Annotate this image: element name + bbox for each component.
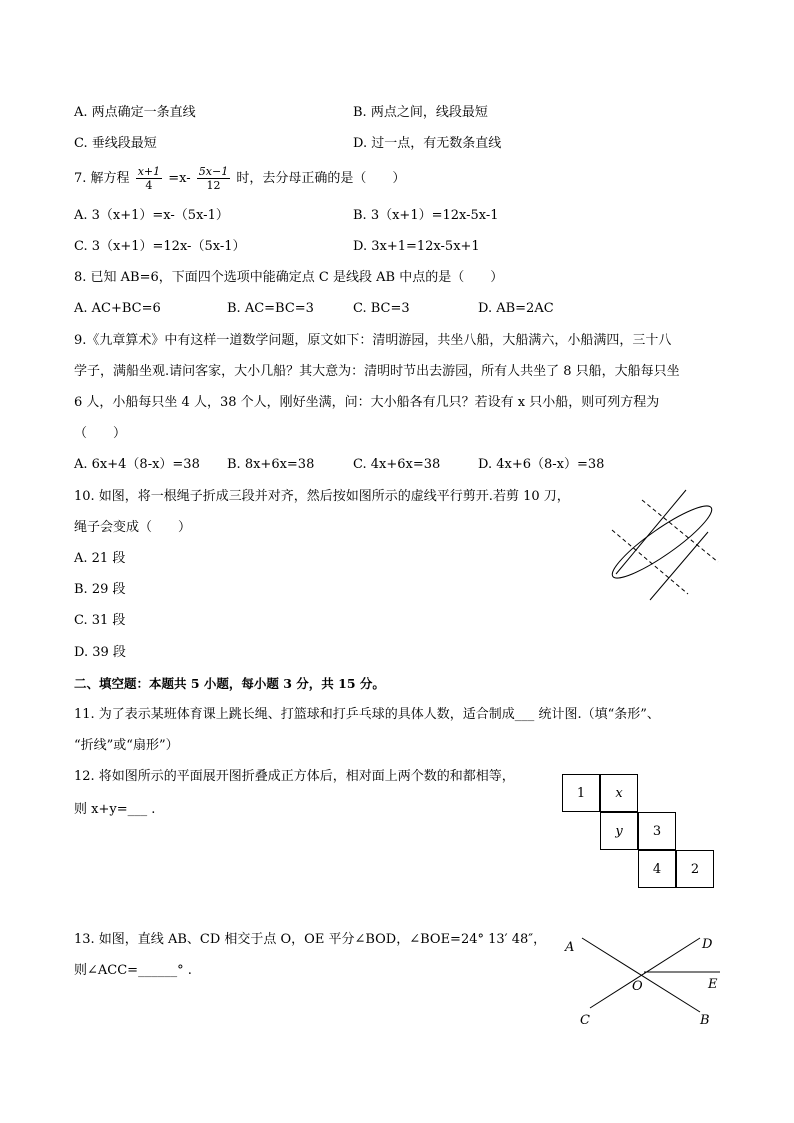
q7-suffix: 时，去分母正确的是（ ） (236, 171, 406, 186)
q8-stem: 8. 已知 AB=6，下面四个选项中能确定点 C 是线段 AB 中点的是（ ） (74, 270, 504, 285)
label-B: B (700, 1013, 710, 1028)
cube-cell-4: 4 (638, 850, 676, 888)
rope-end-lower (650, 532, 708, 600)
q6-option-d: D. 过一点，有无数条直线 (353, 136, 502, 151)
q7-fraction-2-denominator: 12 (206, 179, 221, 192)
q10-line-1: 10. 如图，将一根绳子折成三段并对齐，然后按如图所示的虚线平行剪开.若剪 10 刀， (74, 489, 570, 504)
q9-option-b: B. 8x+6x=38 (227, 457, 315, 472)
q7-option-b: B. 3（x+1）=12x-5x-1 (353, 208, 499, 223)
q12-line-2: 则 x+y=___ . (74, 802, 156, 817)
q6-option-b: B. 两点之间，线段最短 (353, 105, 488, 120)
q10-option-b: B. 29 段 (74, 582, 126, 597)
cube-cell-3: 3 (638, 812, 676, 850)
label-D: D (702, 937, 713, 952)
q7-fraction-1-denominator: 4 (145, 179, 153, 192)
q7-option-c: C. 3（x+1）=12x-（5x-1） (74, 239, 246, 254)
q12-line-1: 12. 将如图所示的平面展开图折叠成正方体后，相对面上两个数的和都相等， (74, 769, 515, 784)
q7-fraction-1-numerator: x+1 (137, 165, 161, 178)
cube-cell-1: 1 (562, 774, 600, 812)
q7-option-a: A. 3（x+1）=x-（5x-1） (74, 208, 229, 223)
q9-option-a: A. 6x+4（8-x）=38 (74, 457, 200, 472)
q9-option-d: D. 4x+6（8-x）=38 (478, 457, 605, 472)
q10-option-a: A. 21 段 (74, 551, 126, 566)
q8-option-a: A. AC+BC=6 (74, 301, 161, 316)
q9-line-1: 9.《九章算术》中有这样一道数学问题，原文如下：清明游园，共坐八船，大船满六，小船满四，三十八 (74, 333, 672, 348)
q13-line-2: 则∠ACC=______° . (74, 963, 192, 978)
q8-option-b: B. AC=BC=3 (227, 301, 314, 316)
q7-fraction-2 (197, 165, 230, 192)
q9-option-c: C. 4x+6x=38 (353, 457, 441, 472)
q7-fraction-2-numerator: 5x−1 (198, 165, 229, 178)
q10-line-2: 绳子会变成（ ） (74, 520, 192, 535)
q9-line-3: 6 人，小船每只坐 4 人，38 个人，刚好坐满，问：大小船各有几只？若设有 x 只小船，则可列方程为 (74, 395, 660, 410)
q7-prefix: 7. 解方程 (74, 171, 130, 186)
label-A: A (565, 940, 575, 955)
q10-option-d: D. 39 段 (74, 645, 126, 660)
q8-option-d: D. AB=2AC (478, 301, 554, 316)
q8-option-c: C. BC=3 (353, 301, 410, 316)
label-E: E (708, 977, 718, 992)
label-C: C (580, 1013, 590, 1028)
q6-option-c: C. 垂线段最短 (74, 136, 157, 151)
cube-cell-2: 2 (676, 850, 714, 888)
q9-line-4: （ ） (74, 426, 127, 441)
cut-line-upper (642, 500, 718, 562)
q7-mid: =x- (168, 171, 191, 186)
intersecting-lines-figure (560, 930, 730, 1030)
q7-fraction-1 (136, 165, 162, 192)
section-fill-in-heading: 二、填空题：本题共 5 小题，每小题 3 分，共 15 分。 (74, 676, 385, 691)
rope-end-upper (616, 490, 686, 574)
rope-figure (600, 482, 725, 607)
q11-line-1: 11. 为了表示某班体育课上跳长绳、打篮球和打乒乓球的具体人数，适合制成___ 统计图.（填“条形”、 (74, 707, 660, 722)
rope-loop (605, 497, 718, 587)
line-CD (590, 938, 700, 1008)
cut-line-lower (612, 530, 688, 594)
q6-option-a: A. 两点确定一条直线 (74, 105, 196, 120)
q7-option-d: D. 3x+1=12x-5x+1 (353, 239, 480, 254)
q11-line-2: “折线”或“扇形”） (74, 738, 179, 753)
q13-line-1: 13. 如图，直线 AB、CD 相交于点 O，OE 平分∠BOD，∠BOE=24° 13′ 48″， (74, 932, 547, 947)
q7-stem (74, 164, 405, 194)
label-O: O (632, 979, 643, 994)
q10-option-c: C. 31 段 (74, 613, 126, 628)
cube-cell-x: x (600, 774, 638, 812)
q9-line-2: 学子，满船坐观.请问客家，大小几船？其大意为：清明时节出去游园，所有人共坐了 8 只船，大船每只坐 (74, 364, 680, 379)
cube-cell-y: y (600, 812, 638, 850)
